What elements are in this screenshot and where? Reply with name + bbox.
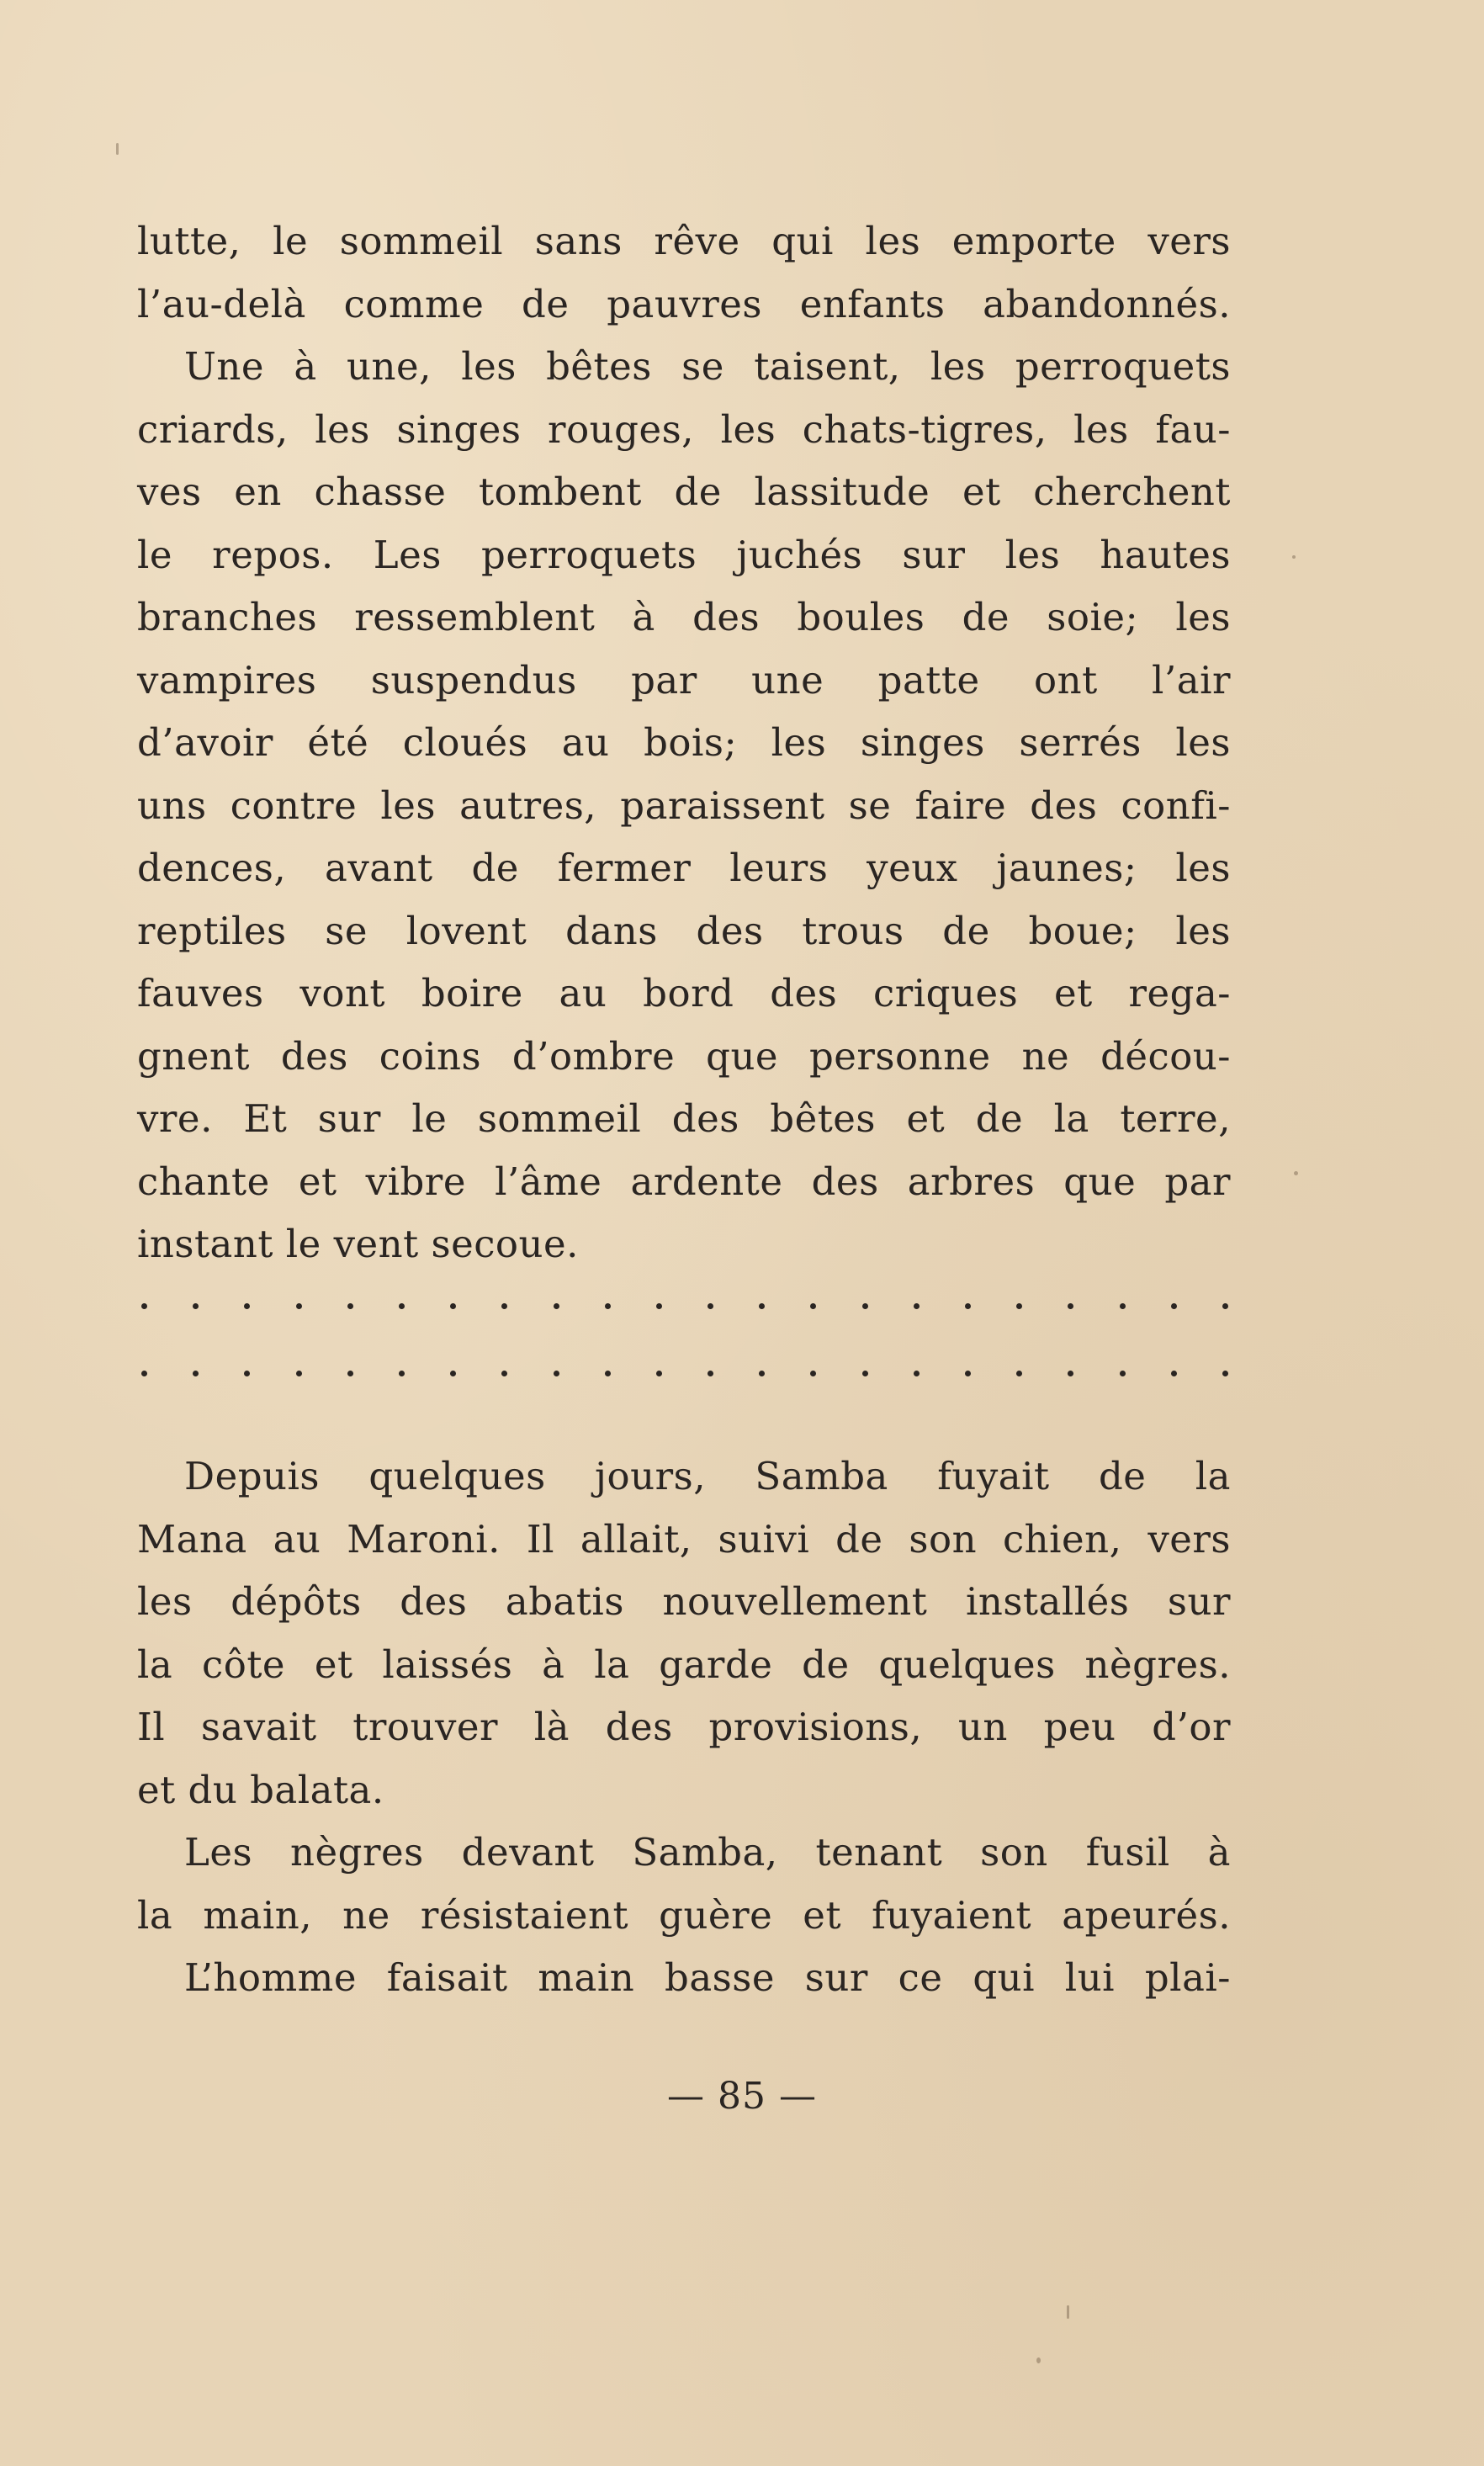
ellipsis-dot bbox=[965, 1303, 971, 1309]
ellipsis-dot bbox=[347, 1303, 353, 1309]
paper-speck bbox=[1036, 2357, 1041, 2363]
text-line: uns contre les autres, paraissent se faire des confi- bbox=[137, 782, 1231, 828]
ellipsis-dot bbox=[244, 1303, 250, 1309]
ellipsis-dot bbox=[1171, 1303, 1177, 1309]
paragraph-1 bbox=[137, 210, 1231, 1276]
ellipsis-dot bbox=[1016, 1303, 1022, 1309]
paper-speck bbox=[1294, 1171, 1298, 1175]
ellipsis-dot bbox=[296, 1303, 302, 1309]
ellipsis-dot bbox=[244, 1371, 250, 1376]
text-line: d’avoir été cloués au bois; les singes serrés les bbox=[137, 720, 1231, 765]
text-line: Les nègres devant Samba, tenant son fusil à bbox=[184, 1830, 1231, 1875]
text-line: instant le vent secoue. bbox=[137, 1222, 579, 1266]
ellipsis-dot bbox=[862, 1371, 868, 1376]
text-line: vre. Et sur le sommeil des bêtes et de la terre, bbox=[137, 1096, 1231, 1141]
ellipsis-dot bbox=[759, 1303, 765, 1309]
ellipsis-dot bbox=[399, 1303, 405, 1309]
ellipsis-dot bbox=[656, 1371, 662, 1376]
text-line: la côte et laissés à la garde de quelques nègres. bbox=[137, 1641, 1231, 1687]
ellipsis-dot bbox=[450, 1371, 456, 1376]
ellipsis-dot bbox=[193, 1371, 199, 1376]
ellipsis-dot bbox=[141, 1371, 147, 1376]
ellipsis-dot bbox=[914, 1371, 920, 1376]
ellipsis-dot bbox=[347, 1371, 353, 1376]
text-line: ves en chasse tombent de lassitude et cherchent bbox=[137, 469, 1231, 514]
ellipsis-dot bbox=[501, 1303, 507, 1309]
text-line: reptiles se lovent dans des trous de boue; les bbox=[137, 908, 1231, 953]
text-line: Une à une, les bêtes se taisent, les perroquets bbox=[184, 344, 1231, 389]
text-line: l’au-delà comme de pauvres enfants abandonnés. bbox=[137, 281, 1231, 326]
text-line: Il savait trouver là des provisions, un peu d’or bbox=[137, 1705, 1231, 1749]
text-line: fauves vont boire au bord des criques et rega- bbox=[137, 971, 1231, 1016]
ellipsis-dot bbox=[708, 1371, 713, 1376]
ellipsis-dot bbox=[759, 1371, 765, 1376]
ellipsis-dot bbox=[501, 1371, 507, 1376]
ellipsis-dot bbox=[193, 1303, 199, 1309]
ellipsis-dot bbox=[450, 1303, 456, 1309]
ellipsis-dot bbox=[1222, 1371, 1228, 1376]
page-number: — 85 — bbox=[667, 2075, 817, 2118]
ellipsis-separator bbox=[141, 1356, 1228, 1390]
text-line: et du balata. bbox=[137, 1767, 384, 1812]
text-line: gnent des coins d’ombre que personne ne décou- bbox=[137, 1033, 1231, 1079]
text-line: le repos. Les perroquets juchés sur les hautes bbox=[137, 532, 1231, 577]
paper-speck bbox=[1292, 555, 1296, 559]
paper-speck bbox=[1067, 2305, 1069, 2319]
ellipsis-dot bbox=[862, 1303, 868, 1309]
ellipsis-dot bbox=[1016, 1371, 1022, 1376]
ellipsis-dot bbox=[708, 1303, 713, 1309]
ellipsis-dot bbox=[810, 1371, 816, 1376]
text-line: criards, les singes rouges, les chats-tigres, les fau- bbox=[137, 406, 1231, 452]
ellipsis-dot bbox=[1222, 1303, 1228, 1309]
text-line: Mana au Maroni. Il allait, suivi de son chien, vers bbox=[137, 1516, 1231, 1562]
ellipsis-dot bbox=[810, 1303, 816, 1309]
text-line: vampires suspendus par une patte ont l’air bbox=[137, 657, 1231, 703]
text-line: dences, avant de fermer leurs yeux jaunes; les bbox=[137, 846, 1231, 890]
ellipsis-dot bbox=[399, 1371, 405, 1376]
ellipsis-dot bbox=[1068, 1303, 1073, 1309]
ellipsis-dot bbox=[965, 1371, 971, 1376]
text-line: chante et vibre l’âme ardente des arbres que par bbox=[137, 1159, 1231, 1204]
ellipsis-dot bbox=[914, 1303, 920, 1309]
text-line: les dépôts des abatis nouvellement installés sur bbox=[137, 1579, 1231, 1624]
ellipsis-separator bbox=[141, 1289, 1228, 1323]
text-line: la main, ne résistaient guère et fuyaient apeurés. bbox=[137, 1892, 1231, 1938]
paragraph-2 bbox=[137, 1445, 1231, 2010]
ellipsis-dot bbox=[554, 1371, 559, 1376]
ellipsis-dot bbox=[1120, 1371, 1126, 1376]
ellipsis-dot bbox=[605, 1303, 611, 1309]
paper-speck bbox=[116, 143, 119, 155]
text-line: branches ressemblent à des boules de soie; les bbox=[137, 595, 1231, 639]
ellipsis-dot bbox=[656, 1303, 662, 1309]
ellipsis-dot bbox=[296, 1371, 302, 1376]
ellipsis-dot bbox=[554, 1303, 559, 1309]
ellipsis-dot bbox=[1171, 1371, 1177, 1376]
ellipsis-dot bbox=[1068, 1371, 1073, 1376]
ellipsis-dot bbox=[141, 1303, 147, 1309]
ellipsis-dot bbox=[1120, 1303, 1126, 1309]
ellipsis-dot bbox=[605, 1371, 611, 1376]
text-line: L’homme faisait main basse sur ce qui lui plai- bbox=[184, 1955, 1231, 2000]
text-line: Depuis quelques jours, Samba fuyait de la bbox=[184, 1454, 1231, 1498]
text-line: lutte, le sommeil sans rêve qui les emporte vers bbox=[137, 219, 1231, 263]
